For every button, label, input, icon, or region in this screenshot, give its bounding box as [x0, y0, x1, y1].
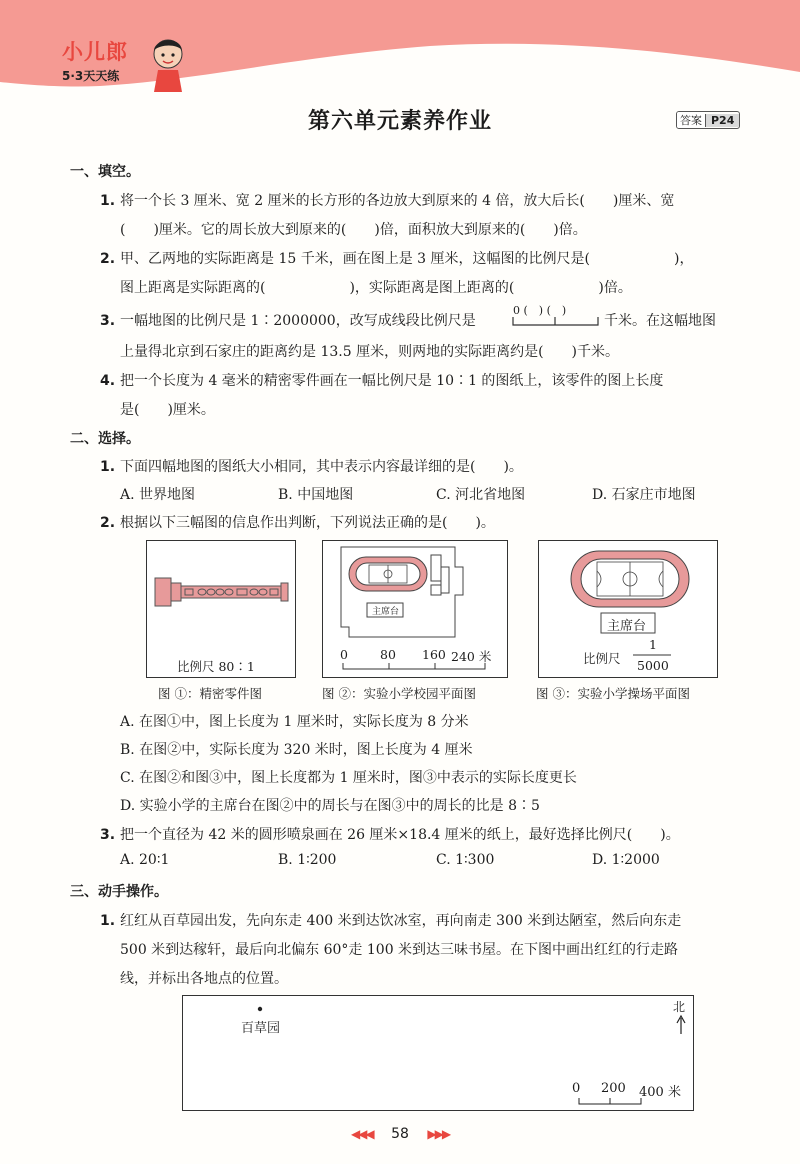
- page-footer: [0, 1126, 800, 1142]
- q1-2-line1: 2. 甲、乙两地的实际距离是 15 千米，画在图上是 3 厘米，这幅图的比例尺是( )，: [100, 251, 694, 267]
- prev-arrows-icon: ◀◀◀: [350, 1127, 373, 1141]
- answer-reference[interactable]: [676, 111, 740, 129]
- q2-3-option-a[interactable]: A. 20∶1: [120, 852, 170, 868]
- figure-2-campus: [322, 540, 508, 678]
- q3-1-line2: 500 米到达稼轩，最后向北偏东 60°走 100 米到达三味书屋。在下图中画出红红的行走路: [120, 942, 679, 958]
- scale-tick-400: 400 米: [639, 1085, 681, 1100]
- q2-2-stem: 2. 根据以下三幅图的信息作出判断，下列说法正确的是( )。: [100, 515, 495, 531]
- series-name: 5·3天天练: [62, 69, 120, 83]
- q2-2-option-c[interactable]: C. 在图②和图③中，图上长度都为 1 厘米时，图③中表示的实际长度更长: [120, 770, 577, 786]
- q1-4-line2: 是( )厘米。: [120, 402, 215, 418]
- brand-logo: [62, 36, 128, 84]
- answer-page: P24: [705, 114, 739, 127]
- scale-tick-200: 200: [601, 1081, 626, 1096]
- brand-name: 小儿郎: [62, 40, 128, 64]
- figure-1-caption: 图 ①：精密零件图: [158, 686, 262, 701]
- q1-2-line2: 图上距离是实际距离的( )，实际距离是图上距离的( )倍。: [120, 280, 632, 296]
- q1-1-line1: 1. 将一个长 3 厘米、宽 2 厘米的长方形的各边放大到原来的 4 倍，放大后长( )厘米、宽: [100, 193, 675, 209]
- figure-2-tick-80: 80: [380, 647, 396, 662]
- figure-3-scale-numerator: 1: [649, 637, 657, 652]
- figure-3-playground: [538, 540, 718, 678]
- q3-1-line1: 1. 红红从百草园出发，先向东走 400 米到达饮冰室，再向南走 300 米到达陋室，然后向东走: [100, 913, 682, 929]
- mascot-icon: [148, 36, 188, 92]
- q2-3-option-b[interactable]: B. 1∶200: [278, 852, 337, 868]
- q2-3-option-d[interactable]: D. 1∶2000: [592, 852, 660, 868]
- figure-2-tick-160: 160: [422, 647, 446, 662]
- figure-3-caption: 图 ③：实验小学操场平面图: [536, 686, 690, 701]
- page-number: 58: [391, 1126, 409, 1142]
- q2-1-stem: 1. 下面四幅地图的图纸大小相同，其中表示内容最详细的是( )。: [100, 459, 523, 475]
- q2-1-option-a[interactable]: A. 世界地图: [120, 487, 196, 503]
- q2-3-option-c[interactable]: C. 1∶300: [436, 852, 495, 868]
- section-fill-blank: 一、填空。: [70, 164, 140, 180]
- figure-3-stand-label: 主席台: [607, 619, 647, 634]
- q1-3-unit: 千米。在这幅地图: [604, 313, 716, 329]
- q3-1-line3: 线，并标出各地点的位置。: [120, 971, 288, 987]
- section-choice: 二、选择。: [70, 431, 140, 447]
- north-label: 北: [673, 1000, 686, 1014]
- line-scale-bar: [512, 316, 600, 328]
- figure-2-stand-label: 主席台: [372, 607, 400, 617]
- figure-2-caption: 图 ②：实验小学校园平面图: [322, 686, 476, 701]
- line-scale-blank: 0 ( ) ( ): [513, 304, 567, 317]
- route-drawing-area[interactable]: [182, 995, 694, 1111]
- q2-2-option-a[interactable]: A. 在图①中，图上长度为 1 厘米时，实际长度为 8 分米: [120, 714, 469, 730]
- scale-tick-0: 0: [572, 1081, 581, 1096]
- section-hands-on: 三、动手操作。: [70, 884, 168, 900]
- figure-2-tick-0: 0: [340, 647, 348, 662]
- q2-1-option-c[interactable]: C. 河北省地图: [436, 487, 526, 503]
- figure-3-scale-label: 比例尺: [583, 651, 621, 666]
- figure-3-scale-denominator: 5000: [637, 658, 669, 673]
- q1-1-line2: ( )厘米。它的周长放大到原来的( )倍，面积放大到原来的( )倍。: [120, 222, 587, 238]
- q2-1-option-b[interactable]: B. 中国地图: [278, 487, 354, 503]
- page-title: 第六单元素养作业: [307, 109, 492, 134]
- q2-2-option-d[interactable]: D. 实验小学的主席台在图②中的周长与在图③中的周长的比是 8∶5: [120, 798, 540, 814]
- q2-3-stem: 3. 把一个直径为 42 米的圆形喷泉画在 26 厘米×18.4 厘米的纸上，最好选择比例尺( )。: [100, 827, 680, 843]
- answer-label: 答案: [677, 112, 705, 128]
- q2-2-option-b[interactable]: B. 在图②中，实际长度为 320 米时，图上长度为 4 厘米: [120, 742, 473, 758]
- figure-2-tick-240: 240 米: [451, 649, 492, 664]
- q1-3-line2: 上量得北京到石家庄的距离约是 13.5 厘米，则两地的实际距离约是( )千米。: [120, 344, 619, 360]
- figure-1-scale: 比例尺 80∶1: [177, 659, 255, 674]
- next-arrows-icon: ▶▶▶: [427, 1127, 450, 1141]
- start-point-label: 百草园: [241, 1021, 281, 1036]
- q2-1-option-d[interactable]: D. 石家庄市地图: [592, 487, 696, 503]
- playground-plan-drawing: [539, 541, 717, 677]
- q1-4-line1: 4. 把一个长度为 4 毫米的精密零件画在一幅比例尺是 10∶1 的图纸上，该零件的图上长度: [100, 373, 664, 389]
- q1-3-line1: 3. 一幅地图的比例尺是 1∶2000000，改写成线段比例尺是: [100, 313, 476, 329]
- figure-1-part: [146, 540, 296, 678]
- precision-part-drawing: [147, 541, 295, 651]
